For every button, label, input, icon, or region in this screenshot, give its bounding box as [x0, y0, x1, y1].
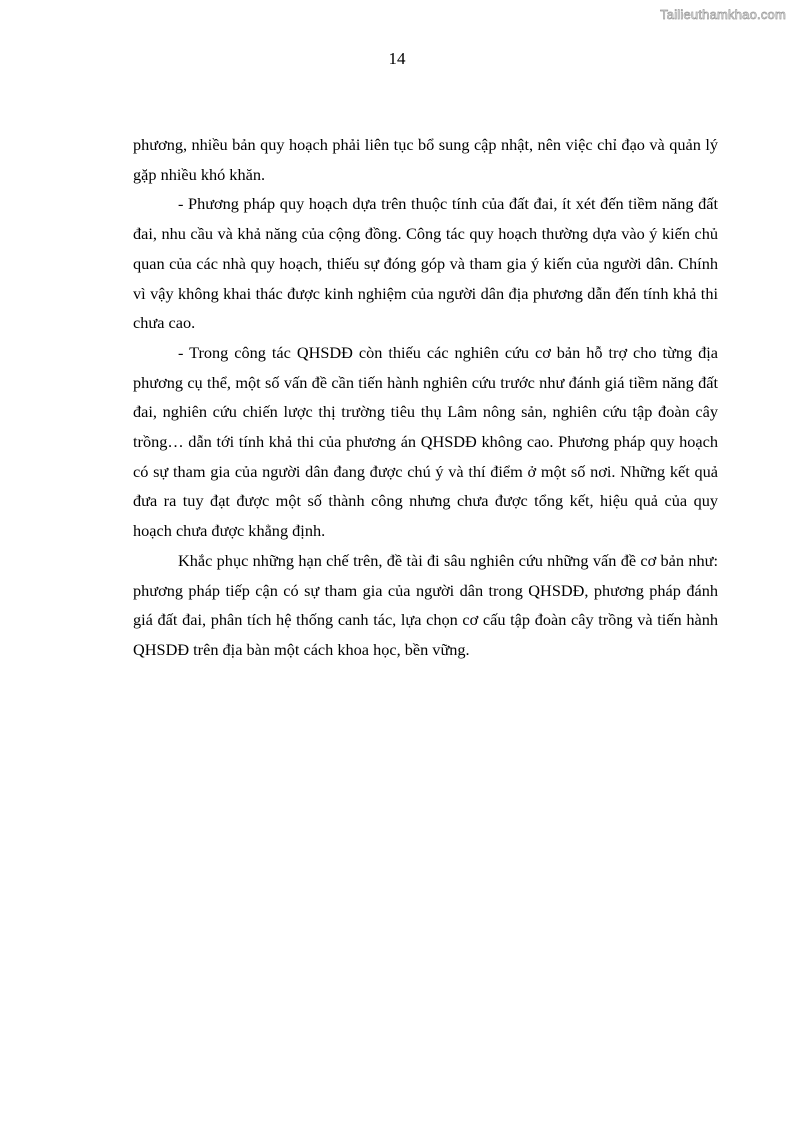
paragraph-continued: phương, nhiều bản quy hoạch phải liên tục bổ sung cập nhật, nên việc chỉ đạo và quản lý gặp nhiều khó khăn. — [133, 135, 718, 184]
paragraph-bullet-research: - Trong công tác QHSDĐ còn thiếu các nghiên cứu cơ bản hỗ trợ cho từng địa phương cụ thể, một số vấn đề cần tiến hành nghiên cứu trước như đánh giá tiềm năng đất đai, nghiên cứu chiến lược thị trường tiêu thụ Lâm nông sản, nghiên cứu tập đoàn cây trồng… dẫn tới tính khả thi của phương án QHSDĐ không cao. Phương pháp quy hoạch có sự tham gia của người dân đang được chú ý và thí điểm ở một số nơi. Những kết quả đưa ra tuy đạt được một số thành công nhưng chưa được tổng kết, hiệu quả của quy hoạch chưa được khẳng định. — [133, 342, 718, 541]
watermark-text: Tailieuthamkhao.com — [660, 7, 786, 22]
document-body — [133, 130, 718, 665]
page-number: 14 — [388, 49, 406, 68]
paragraph-bullet-method: - Phương pháp quy hoạch dựa trên thuộc tính của đất đai, ít xét đến tiềm năng đất đai, nhu cầu và khả năng của cộng đồng. Công tác quy hoạch thường dựa vào ý kiến chủ quan của các nhà quy hoạch, thiếu sự đóng góp và tham gia ý kiến của người dân. Chính vì vậy không khai thác được kinh nghiệm của người dân địa phương dẫn đến tính khả thi chưa cao. — [133, 194, 718, 333]
paragraph-conclusion: Khắc phục những hạn chế trên, đề tài đi sâu nghiên cứu những vấn đề cơ bản như: phương pháp tiếp cận có sự tham gia của người dân trong QHSDĐ, phương pháp đánh giá đất đai, phân tích hệ thống canh tác, lựa chọn cơ cấu tập đoàn cây trồng và tiến hành QHSDĐ trên địa bàn một cách khoa học, bền vững. — [133, 550, 718, 659]
